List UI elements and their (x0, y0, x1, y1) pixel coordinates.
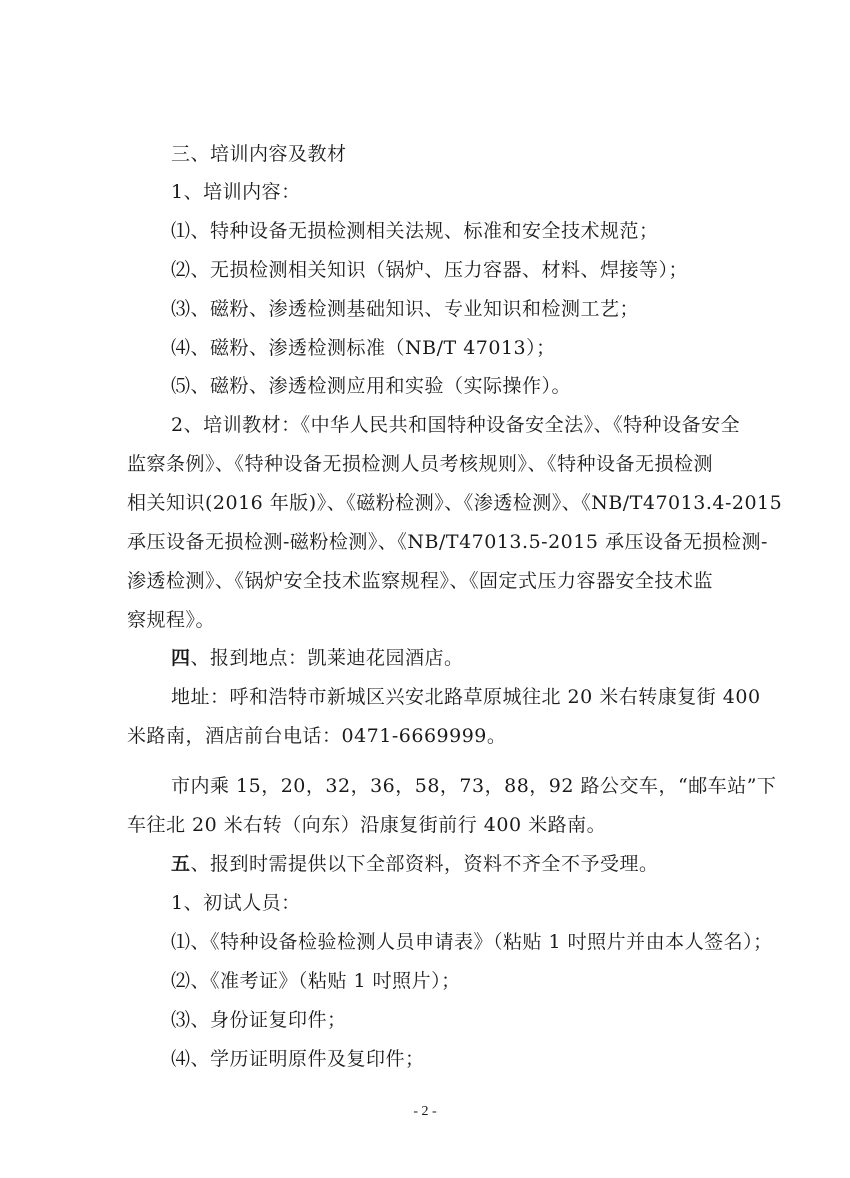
address-line-1: 地址：呼和浩特市新城区兴安北路草原城往北 20 米右转康复街 400 (171, 686, 761, 708)
content-item-1: ⑴、特种设备无损检测相关法规、标准和安全技术规范； (171, 220, 659, 242)
section5-numeral: 五 (171, 853, 191, 875)
training-content-title: 1、培训内容： (171, 181, 301, 203)
textbooks-line-1: 2、培训教材：《中华人民共和国特种设备安全法》、《特种设备安全 (171, 414, 741, 436)
page-number: - 2 - (413, 1104, 437, 1119)
section3-heading: 三、培训内容及教材 (171, 143, 347, 165)
content-item-4: ⑷、磁粉、渗透检测标准（NB/T 47013）； (171, 337, 556, 359)
bus-line-1: 市内乘 15，20，32，36，58，73，88，92 路公交车，“邮车站”下 (171, 775, 777, 797)
section4-heading (171, 644, 464, 672)
bus-line-2: 车往北 20 米右转（向东）沿康复街前行 400 米路南。 (127, 814, 607, 836)
textbooks-line-6: 察规程》。 (127, 609, 216, 631)
materials-item-2: ⑵、《准考证》（粘贴 1 吋照片）； (171, 970, 461, 992)
section5-heading (171, 850, 659, 878)
materials-item-1: ⑴、《特种设备检验检测人员申请表》（粘贴 1 吋照片并由本人签名）； (171, 931, 773, 953)
textbooks-line-2: 监察条例》、《特种设备无损检测人员考核规则》、《特种设备无损检测 (127, 453, 714, 475)
content-item-3: ⑶、磁粉、渗透检测基础知识、专业知识和检测工艺； (171, 298, 640, 320)
initial-examinees-title: 1、初试人员： (171, 892, 301, 914)
section4-heading-text: 、报到地点：凯莱迪花园酒店。 (190, 647, 464, 669)
section5-heading-text: 、报到时需提供以下全部资料，资料不齐全不予受理。 (190, 853, 659, 875)
textbooks-line-4: 承压设备无损检测-磁粉检测》、《NB/T47013.5-2015 承压设备无损检测- (127, 531, 768, 553)
materials-item-3: ⑶、身份证复印件； (171, 1009, 347, 1031)
address-line-2: 米路南，酒店前台电话：0471-6669999。 (127, 725, 507, 747)
content-item-2: ⑵、无损检测相关知识（锅炉、压力容器、材料、焊接等）； (171, 259, 689, 281)
materials-item-4: ⑷、学历证明原件及复印件； (171, 1048, 425, 1070)
textbooks-line-5: 渗透检测》、《锅炉安全技术监察规程》、《固定式压力容器安全技术监 (127, 570, 714, 592)
section4-numeral: 四 (171, 647, 191, 669)
content-item-5: ⑸、磁粉、渗透检测应用和实验（实际操作）。 (171, 375, 572, 397)
textbooks-line-3: 相关知识(2016 年版)》、《磁粉检测》、《渗透检测》、《NB/T47013.4-2015 (127, 492, 783, 514)
